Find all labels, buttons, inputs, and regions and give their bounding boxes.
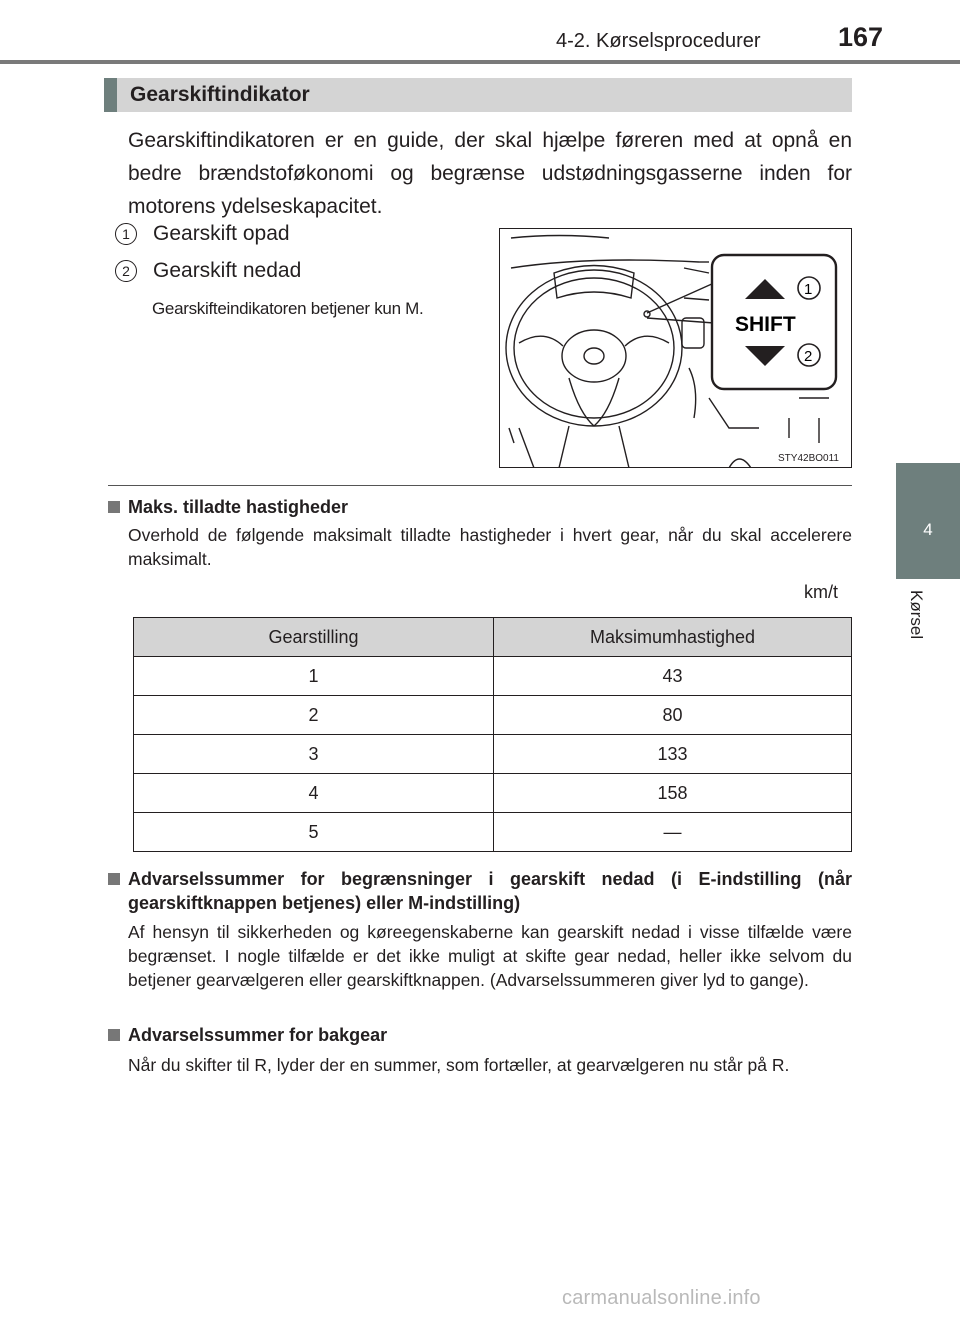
bullet-square-icon xyxy=(108,873,120,885)
note-text: Gearskifteindikatoren betjener kun M. xyxy=(152,299,424,318)
max-speeds-heading xyxy=(108,497,852,518)
chapter-label: Kørsel xyxy=(907,590,926,640)
table-row xyxy=(134,657,852,696)
max-speed-table xyxy=(133,617,852,852)
table-row xyxy=(134,774,852,813)
section-heading-bar xyxy=(104,78,117,112)
table-cell-speed: — xyxy=(494,813,852,852)
list-item-shift-down xyxy=(115,259,301,283)
list-item-label: Gearskift nedad xyxy=(153,259,302,282)
section-title: Gearskiftindikator xyxy=(130,83,310,106)
table-cell-gear: 1 xyxy=(134,657,494,696)
dashboard-illustration xyxy=(499,228,852,468)
table-row xyxy=(134,813,852,852)
table-cell-speed: 133 xyxy=(494,735,852,774)
max-speeds-heading-text: Maks. tilladte hastigheder xyxy=(128,497,349,517)
illustration-callout-2: 2 xyxy=(804,348,813,365)
table-cell-gear: 3 xyxy=(134,735,494,774)
downshift-warning-heading xyxy=(108,867,852,915)
table-cell-speed: 158 xyxy=(494,774,852,813)
table-cell-gear: 5 xyxy=(134,813,494,852)
header-divider xyxy=(0,60,960,64)
header-section-title: 4-2. Kørselsprocedurer xyxy=(556,30,761,52)
max-speeds-text: Overhold de følgende maksimalt tilladte hastigheder i hvert gear, når du skal accelerere maksimalt. xyxy=(128,525,852,569)
speed-unit: km/t xyxy=(804,582,838,602)
illustration-callout-1: 1 xyxy=(804,281,813,298)
illustration-code: STY42BO011 xyxy=(778,453,839,464)
table-header-gear: Gearstilling xyxy=(134,618,494,657)
bullet-square-icon xyxy=(108,501,120,513)
section-heading xyxy=(104,78,852,112)
list-item-shift-up xyxy=(115,222,290,246)
section-divider xyxy=(108,485,852,486)
reverse-warning-heading-text: Advarselssummer for bakgear xyxy=(128,1025,388,1045)
callout-number: 2 xyxy=(115,260,137,282)
chapter-tab xyxy=(896,463,960,579)
table-row xyxy=(134,696,852,735)
table-row xyxy=(134,735,852,774)
table-header-row xyxy=(134,618,852,657)
downshift-warning-text: Af hensyn til sikkerheden og køreegenskaberne kan gearskift nedad i visse tilfælde være begrænset. I nogle tilfælde er det ikke muligt at skifte gear nedad, heller ikke selvom du betjener gearvælgeren eller gearskiftknappen. (Advarselssummeren giver lyd to gange). xyxy=(128,922,852,990)
table-cell-gear: 4 xyxy=(134,774,494,813)
footer-watermark: carmanualsonline.info xyxy=(562,1287,761,1309)
table-cell-speed: 80 xyxy=(494,696,852,735)
list-item-label: Gearskift opad xyxy=(153,222,290,245)
shift-indicator-label: SHIFT xyxy=(735,313,796,336)
bullet-square-icon xyxy=(108,1029,120,1041)
chapter-number: 4 xyxy=(923,520,933,539)
reverse-warning-heading xyxy=(108,1025,852,1046)
reverse-warning-text: Når du skifter til R, lyder der en summer, som fortæller, at gearvælgeren nu står på R. xyxy=(128,1055,790,1075)
intro-paragraph: Gearskiftindikatoren er en guide, der skal hjælpe føreren med at opnå en bedre brændstoføkonomi og begrænse udstødningsgasserne inden for motorens ydelseskapacitet. xyxy=(128,129,852,218)
table-cell-gear: 2 xyxy=(134,696,494,735)
page-number: 167 xyxy=(838,22,884,52)
downshift-warning-heading-text: Advarselssummer for begrænsninger i gearskift nedad (i E-indstilling (når gearskiftknappen betjenes) eller M-indstilling) xyxy=(128,869,852,913)
table-cell-speed: 43 xyxy=(494,657,852,696)
callout-number: 1 xyxy=(115,223,137,245)
table-header-speed: Maksimumhastighed xyxy=(494,618,852,657)
